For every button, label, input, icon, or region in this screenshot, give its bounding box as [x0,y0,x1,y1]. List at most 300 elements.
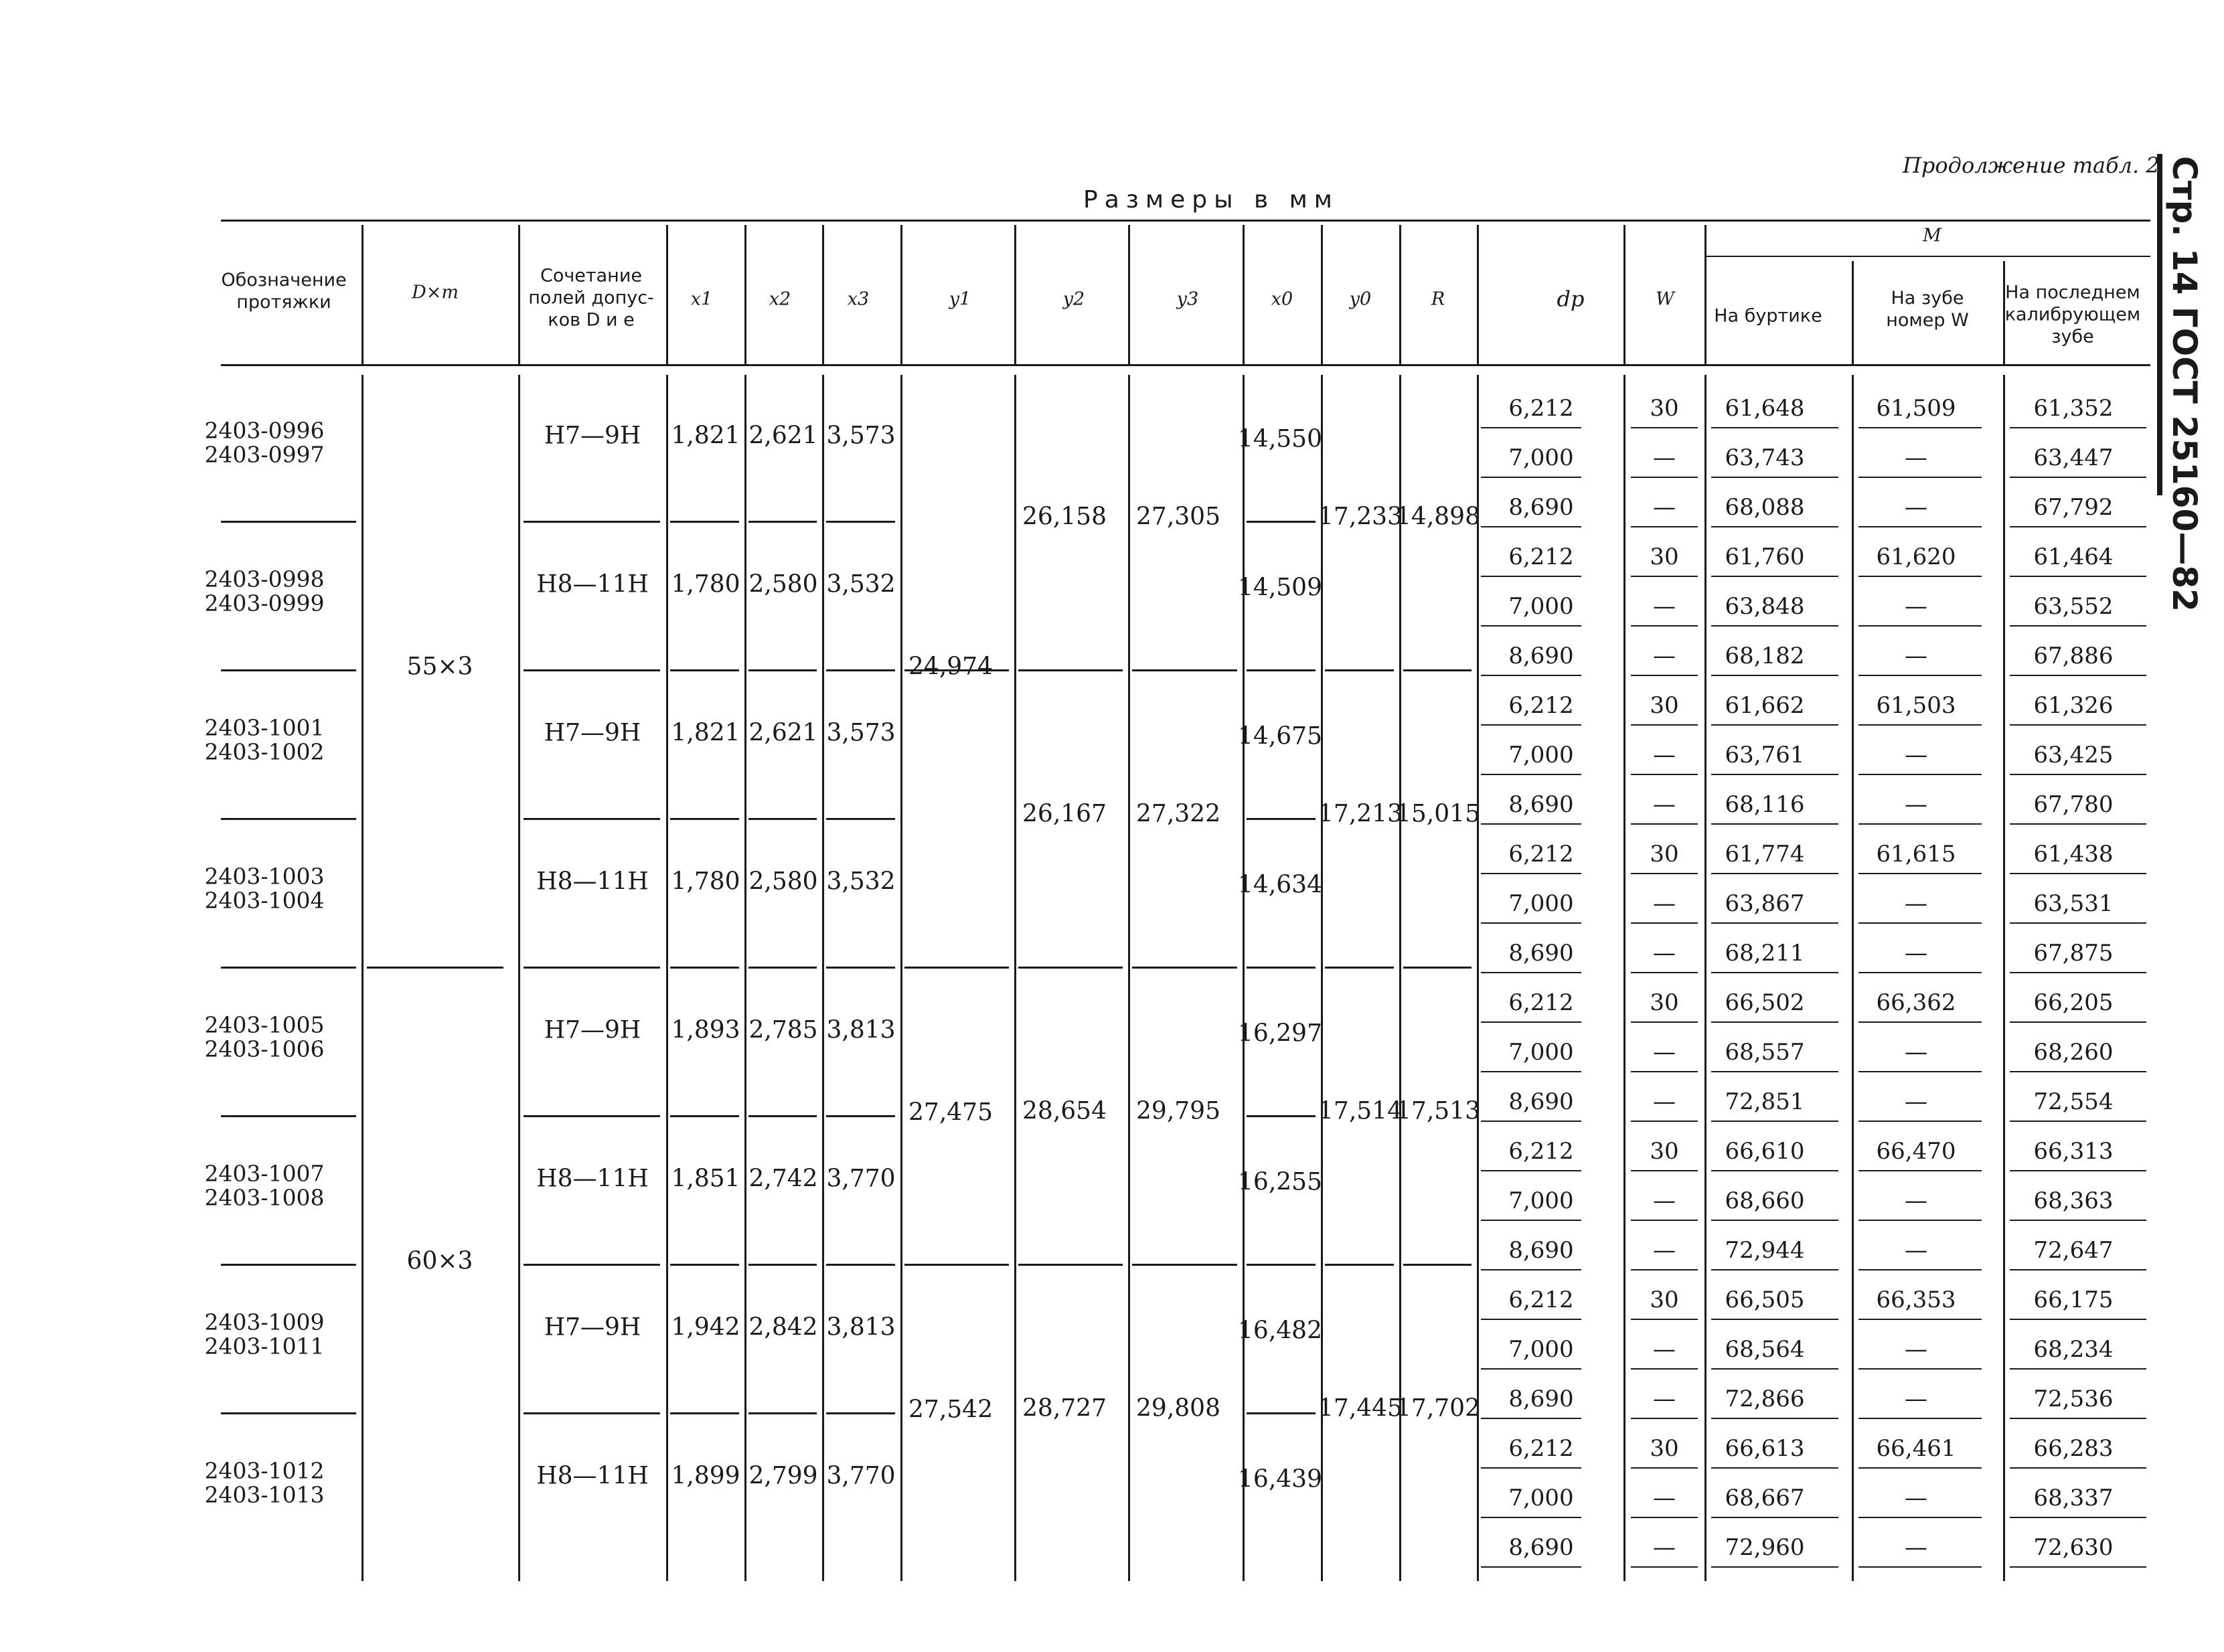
value-m-bead: 63,867 [1725,890,1805,917]
value-underline [1631,1121,1698,1122]
header-x1 [691,288,712,311]
value-dp: 7,000 [1508,1039,1574,1066]
group-separator [1325,1264,1394,1266]
group-separator [748,818,817,820]
value-underline [1631,972,1698,973]
header-col-divider [1852,261,1854,364]
value-underline [1858,576,1982,577]
value-w: — [1653,643,1676,669]
value-dp: 7,000 [1508,593,1574,620]
value-x3: 3,532 [826,868,896,896]
group-separator [1325,967,1394,969]
designation-code: 2403-0998 [204,566,325,592]
value-underline [2010,625,2146,627]
header-w [1656,288,1674,311]
value-w: — [1653,1534,1676,1561]
value-underline [1711,477,1838,478]
value-r: 15,015 [1396,800,1480,828]
body-col-divider [2003,375,2005,1581]
value-dp: 8,690 [1508,494,1574,521]
group-separator [826,1264,895,1266]
value-underline [1858,1021,1982,1023]
value-w: 30 [1650,841,1679,868]
value-w: — [1653,742,1676,768]
value-m-last: 66,283 [2033,1435,2114,1462]
value-underline [1631,1467,1698,1469]
value-underline [1631,1418,1698,1419]
value-m-bead: 61,760 [1725,544,1805,570]
value-underline [2010,1418,2146,1419]
header-x0-text: x0 [1271,288,1293,310]
header-x3 [848,288,869,311]
tolerance-fit: H7—9H [544,1313,641,1341]
value-m-last: 72,554 [2033,1088,2114,1115]
value-m-bead: 72,944 [1725,1237,1805,1264]
group-separator [748,1264,817,1266]
group-separator [1018,1264,1123,1266]
value-dp: 6,212 [1508,989,1574,1016]
value-m-last: 72,536 [2033,1386,2114,1412]
value-m-tooth: 66,362 [1876,989,1956,1016]
value-underline [1858,477,1982,478]
value-dp: 6,212 [1508,1287,1574,1313]
value-underline [1858,724,1982,726]
value-w: — [1653,1336,1676,1363]
value-y2: 26,158 [1022,503,1107,531]
value-underline [1631,1220,1698,1221]
header-x0 [1271,288,1293,311]
value-underline [1711,1418,1838,1419]
side-header: Стр. 14 ГОСТ 25160—82 [2165,156,2204,612]
designation-code: 2403-1011 [204,1333,325,1359]
value-m-last: 67,780 [2033,791,2114,818]
value-y3: 29,808 [1136,1394,1220,1422]
value-x2: 2,742 [748,1165,818,1193]
value-m-bead: 66,610 [1725,1138,1805,1165]
header-tolerance-line1: Сочетание [540,265,643,286]
value-x3: 3,573 [826,719,896,747]
value-dp: 6,212 [1508,1138,1574,1165]
group-separator [670,1115,739,1117]
body-col-divider [1243,375,1245,1581]
body-col-divider [1704,375,1706,1581]
value-m-last: 63,425 [2033,742,2114,768]
value-underline [1481,1566,1581,1568]
designation-code: 2403-0997 [204,441,325,468]
value-x0: 16,297 [1238,1019,1322,1048]
value-m-last: 72,630 [2033,1534,2114,1561]
value-underline [2010,427,2146,428]
value-x0: 16,482 [1238,1317,1322,1345]
value-underline [2010,922,2146,924]
value-dp: 8,690 [1508,1386,1574,1412]
value-m-tooth: — [1905,643,1927,669]
group-separator [221,1115,356,1117]
value-dp: 7,000 [1508,444,1574,471]
value-m-bead: 66,505 [1725,1287,1805,1313]
value-w: — [1653,444,1676,471]
designation-code: 2403-1007 [204,1160,325,1187]
value-underline [1481,1269,1581,1270]
designation-code: 2403-1004 [204,887,325,914]
value-underline [1481,576,1581,577]
value-underline [1481,774,1581,775]
value-dp: 7,000 [1508,1187,1574,1214]
value-underline [2010,576,2146,577]
designation-code: 2403-0999 [204,590,325,616]
tolerance-fit: H7—9H [544,422,641,450]
header-m-last [2005,282,2141,348]
continuation-note: Продолжение табл. 2 [1903,153,2160,178]
value-underline [1858,1368,1982,1370]
value-underline [1858,1170,1982,1171]
value-m-last: 68,363 [2033,1187,2114,1214]
value-y0: 17,213 [1318,800,1403,828]
value-m-last: 61,438 [2033,841,2114,868]
value-x2: 2,621 [748,422,818,450]
tolerance-fit: H8—11H [536,868,649,896]
header-m-underline [1704,256,2150,257]
tolerance-fit: H8—11H [536,1462,649,1490]
value-w: — [1653,1088,1676,1115]
value-x0: 14,634 [1238,871,1322,899]
header-dxm [412,282,459,304]
group-separator [1132,669,1237,671]
group-separator [670,818,739,820]
value-m-bead: 63,848 [1725,593,1805,620]
group-separator [524,1264,660,1266]
value-underline [1481,526,1581,527]
value-underline [1481,1467,1581,1469]
value-m-tooth: 61,615 [1876,841,1956,868]
value-m-last: 67,886 [2033,643,2114,669]
header-r-text: R [1431,288,1445,310]
value-x2: 2,799 [748,1462,818,1490]
value-y0: 17,233 [1318,503,1403,531]
value-underline [1711,1170,1838,1171]
value-m-last: 68,337 [2033,1485,2114,1511]
value-dp: 7,000 [1508,1336,1574,1363]
value-underline [1631,873,1698,874]
header-y3-text: y3 [1176,288,1199,310]
value-w: 30 [1650,1287,1679,1313]
value-m-last: 66,175 [2033,1287,2114,1313]
header-col-divider [1623,225,1625,364]
value-x0: 14,550 [1238,425,1322,453]
value-underline [1858,922,1982,924]
group-separator [670,1264,739,1266]
value-m-bead: 72,866 [1725,1386,1805,1412]
value-underline [2010,1269,2146,1270]
value-underline [1711,576,1838,577]
value-underline [1481,675,1581,676]
value-dp: 6,212 [1508,395,1574,422]
value-underline [1858,1418,1982,1419]
value-x3: 3,573 [826,422,896,450]
value-underline [1631,823,1698,825]
value-underline [2010,1170,2146,1171]
header-y1 [949,288,971,311]
value-x1: 1,821 [671,422,740,450]
value-m-tooth: 66,470 [1876,1138,1956,1165]
value-underline [2010,724,2146,726]
value-underline [2010,1467,2146,1469]
value-underline [1858,1517,1982,1518]
group-separator [1247,1115,1316,1117]
group-separator [670,967,739,969]
value-underline [1711,972,1838,973]
group-separator [524,818,660,820]
group-separator [524,1115,660,1117]
value-underline [1711,1368,1838,1370]
value-w: — [1653,1039,1676,1066]
value-underline [1858,1269,1982,1270]
body-col-divider [518,375,520,1581]
side-rule [2157,154,2162,495]
group-separator [670,521,739,523]
group-separator [748,1115,817,1117]
value-m-tooth: — [1905,593,1927,620]
tolerance-fit: H8—11H [536,570,649,598]
header-y0 [1350,288,1371,311]
header-m-text: M [1923,225,1941,246]
value-r: 14,898 [1396,503,1480,531]
value-y2: 28,654 [1022,1097,1107,1125]
value-underline [1631,675,1698,676]
value-dxm: 60×3 [406,1247,473,1275]
value-underline [1711,823,1838,825]
group-separator [1247,1412,1316,1414]
value-underline [1631,1170,1698,1171]
value-w: 30 [1650,544,1679,570]
value-underline [1631,1269,1698,1270]
header-col-divider [362,225,364,364]
value-underline [1711,526,1838,527]
group-separator [1132,1264,1237,1266]
group-separator [221,669,356,671]
value-underline [1711,675,1838,676]
designation-code: 2403-1002 [204,738,325,765]
group-separator [904,1264,1009,1266]
value-m-bead: 63,761 [1725,742,1805,768]
group-separator [1247,818,1316,820]
header-w-text: W [1656,288,1674,310]
group-separator [826,967,895,969]
value-dp: 7,000 [1508,1485,1574,1511]
value-dp: 6,212 [1508,841,1574,868]
header-dp-text: dp [1557,286,1585,312]
value-underline [2010,526,2146,527]
value-x2: 2,842 [748,1313,818,1341]
value-m-tooth: — [1905,742,1927,768]
value-m-bead: 68,564 [1725,1336,1805,1363]
value-x3: 3,770 [826,1165,896,1193]
header-top-rule [221,220,2150,222]
value-m-bead: 68,116 [1725,791,1805,818]
header-y0-text: y0 [1349,288,1372,310]
value-underline [1481,1121,1581,1122]
header-bottom-rule [221,364,2150,366]
value-m-last: 67,792 [2033,494,2114,521]
value-m-bead: 72,851 [1725,1088,1805,1115]
body-col-divider [900,375,902,1581]
value-underline [1711,1220,1838,1221]
header-m-tooth [1886,287,1969,331]
header-dxm-text: D×m [412,282,459,303]
value-m-bead: 68,557 [1725,1039,1805,1066]
group-separator [524,1412,660,1414]
value-w: — [1653,1386,1676,1412]
group-separator [1018,669,1123,671]
group-separator [1247,967,1316,969]
value-underline [2010,1566,2146,1568]
value-underline [1631,576,1698,577]
value-m-bead: 61,662 [1725,692,1805,719]
header-designation-text: Обозначение протяжки [221,270,347,313]
value-w: — [1653,1237,1676,1264]
value-m-bead: 63,743 [1725,444,1805,471]
value-underline [2010,972,2146,973]
group-separator [221,1264,356,1266]
value-x3: 3,813 [826,1016,896,1044]
value-y2: 26,167 [1022,800,1107,828]
value-underline [1481,625,1581,627]
value-underline [1711,1566,1838,1568]
value-underline [1631,1566,1698,1568]
value-underline [1481,1418,1581,1419]
designation-code: 2403-1001 [204,714,325,741]
table-caption: Размеры в мм [1083,186,1339,214]
value-x2: 2,580 [748,570,818,598]
value-x0: 14,509 [1238,574,1322,602]
value-m-tooth: — [1905,494,1927,521]
value-w: 30 [1650,1138,1679,1165]
value-dp: 8,690 [1508,1088,1574,1115]
value-m-tooth: 61,509 [1876,395,1956,422]
value-m-bead: 68,088 [1725,494,1805,521]
value-underline [1858,1566,1982,1568]
group-separator [221,818,356,820]
value-underline [1858,1467,1982,1469]
value-m-last: 68,234 [2033,1336,2114,1363]
header-y2-text: y2 [1062,288,1085,310]
value-m-tooth: — [1905,890,1927,917]
value-y3: 29,795 [1136,1097,1220,1125]
header-col-divider [518,225,520,364]
header-x2-text: x2 [769,288,791,310]
value-m-last: 63,531 [2033,890,2114,917]
value-underline [1481,1319,1581,1320]
value-underline [1711,427,1838,428]
header-tolerance-line3: ков D и e [548,309,635,331]
header-col-divider [1321,225,1323,364]
tolerance-fit: H8—11H [536,1165,649,1193]
value-x1: 1,780 [671,570,740,598]
designation-code: 2403-1012 [204,1457,325,1484]
value-underline [2010,1517,2146,1518]
value-w: — [1653,940,1676,967]
value-m-last: 66,313 [2033,1138,2114,1165]
value-x1: 1,893 [671,1016,740,1044]
value-underline [2010,774,2146,775]
value-m-last: 61,464 [2033,544,2114,570]
value-underline [1631,774,1698,775]
body-col-divider [1623,375,1625,1581]
value-m-bead: 61,648 [1725,395,1805,422]
value-y0: 17,514 [1318,1097,1403,1125]
value-w: — [1653,791,1676,818]
body-col-divider [362,375,364,1581]
value-underline [1858,625,1982,627]
value-w: — [1653,494,1676,521]
body-col-divider [666,375,668,1581]
value-underline [1631,1319,1698,1320]
group-separator [670,669,739,671]
value-underline [1711,873,1838,874]
value-underline [1481,1071,1581,1072]
value-dxm: 55×3 [406,653,473,681]
value-underline [1711,1269,1838,1270]
value-underline [1631,477,1698,478]
value-x1: 1,821 [671,719,740,747]
header-m-tooth-line1: На зубе [1891,288,1964,309]
value-underline [1631,625,1698,627]
value-underline [1631,1368,1698,1370]
value-dp: 6,212 [1508,692,1574,719]
value-underline [1481,873,1581,874]
group-separator [1247,669,1316,671]
value-underline [1481,1517,1581,1518]
value-underline [1858,675,1982,676]
value-m-bead: 66,502 [1725,989,1805,1016]
header-col-divider [822,225,824,364]
value-underline [1631,724,1698,726]
body-col-divider [1128,375,1130,1581]
value-m-tooth: — [1905,1336,1927,1363]
value-underline [1481,972,1581,973]
value-underline [1858,1220,1982,1221]
header-col-divider [1399,225,1401,364]
group-separator [1325,669,1394,671]
header-m-last-line1: На последнем [2005,282,2140,303]
value-underline [1481,1021,1581,1023]
group-separator [1247,1264,1316,1266]
value-x3: 3,770 [826,1462,896,1490]
value-r: 17,513 [1396,1097,1480,1125]
value-m-tooth: — [1905,1088,1927,1115]
value-m-last: 61,352 [2033,395,2114,422]
value-underline [1858,526,1982,527]
value-m-tooth: — [1905,1187,1927,1214]
value-underline [1631,526,1698,527]
value-dp: 8,690 [1508,791,1574,818]
value-m-tooth: 61,620 [1876,544,1956,570]
tolerance-fit: H7—9H [544,1016,641,1044]
header-col-divider [744,225,746,364]
value-y0: 17,445 [1318,1394,1403,1422]
value-m-last: 67,875 [2033,940,2114,967]
header-m-last-line2: калибрующем [2004,304,2141,325]
value-w: — [1653,1187,1676,1214]
value-dp: 7,000 [1508,890,1574,917]
group-separator [1132,967,1237,969]
value-underline [1481,922,1581,924]
header-col-divider [666,225,668,364]
header-col-divider [1243,225,1245,364]
group-separator [748,521,817,523]
value-underline [2010,675,2146,676]
header-m-last-line3: зубе [2051,326,2094,347]
